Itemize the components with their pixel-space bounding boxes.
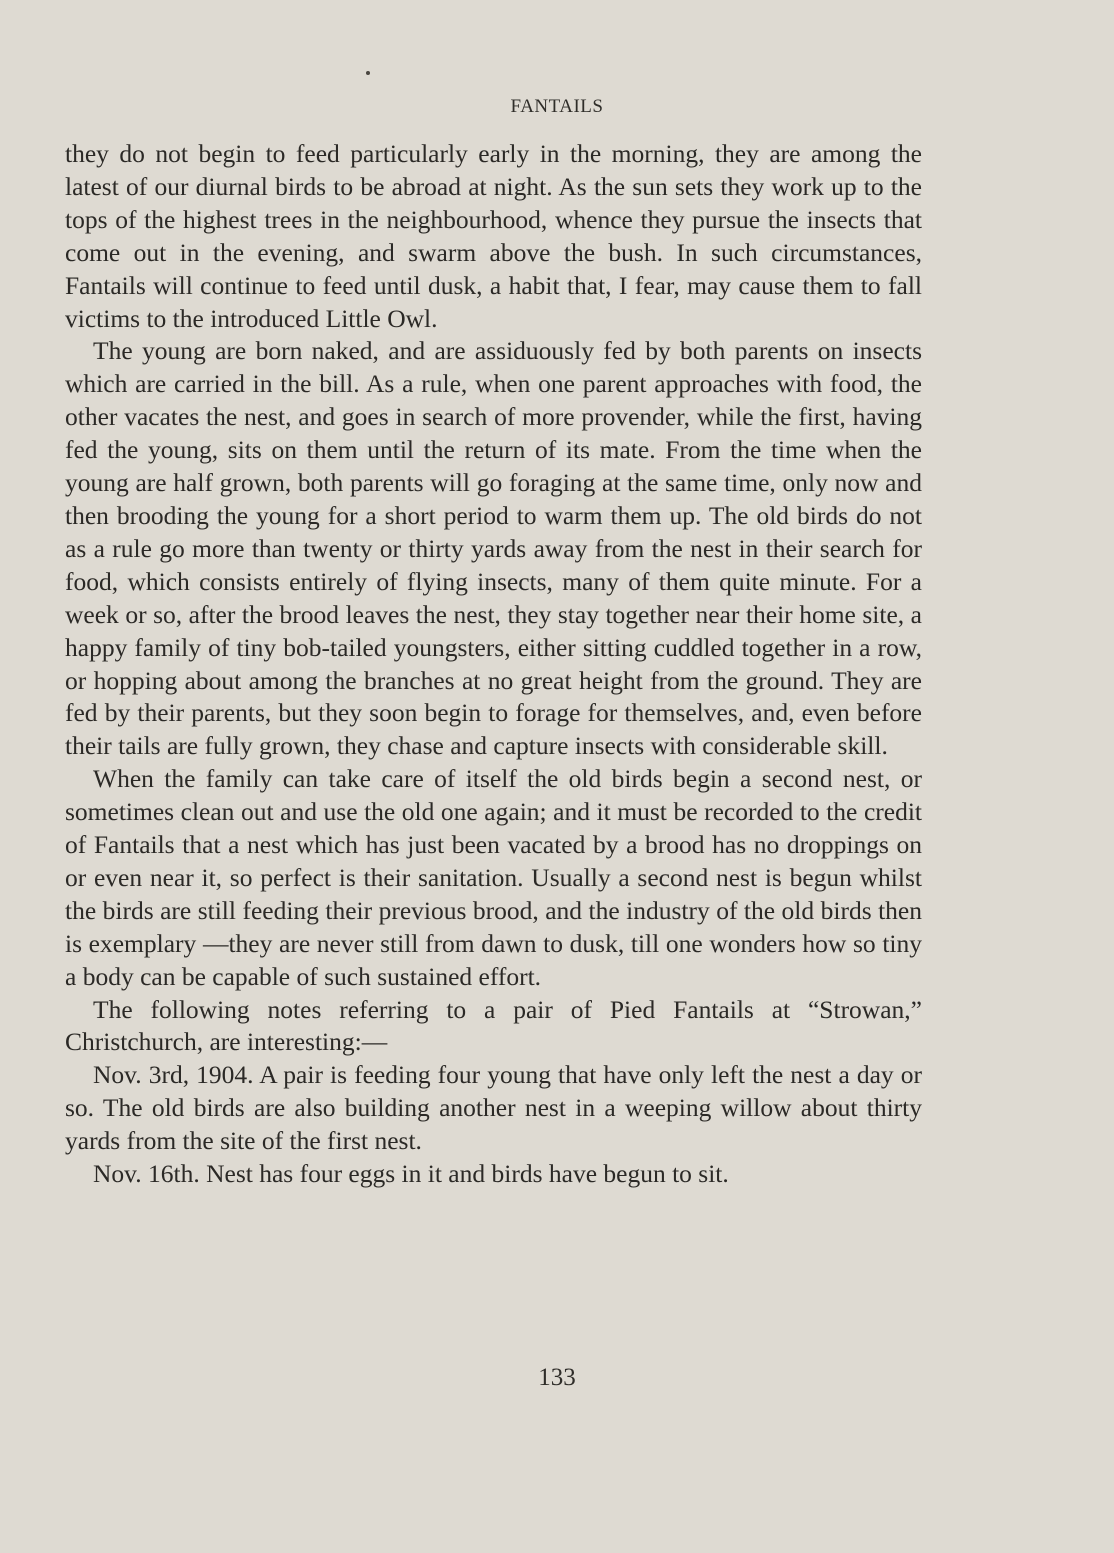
page-number: 133 (538, 1364, 576, 1391)
paragraph-continued: they do not begin to feed particularly early in the morning, they are among the latest of our diurnal birds to be abroad at night. As the sun sets they work up to the tops of the highest trees in the neighbourhood, whence they pursue the insects that come out in the evening, and swarm above the bush. In such circumstances, Fantails will continue to feed until dusk, a habit that, I fear, may cause them to fall victims to the introduced Little Owl. (65, 139, 922, 333)
body-text (65, 138, 922, 1191)
paragraph-second-nest: When the family can take care of itself the old birds begin a second nest, or sometimes clean out and use the old one again; and it must be recorded to the credit of Fantails that a nest which has just been vacated by a brood has no droppings on or even near it, so perfect is their sanitation. Usually a second nest is begun whilst the birds are still feeding their previous brood, and the industry of the old birds then is exemplary —they are never still from dawn to dusk, till one wonders how so tiny a body can be capable of such sustained effort. (65, 764, 922, 991)
paragraph-notes-intro: The following notes referring to a pair of Pied Fantails at “Strowan,” Christchurch, are interesting:— (65, 994, 922, 1057)
paragraph-note-nov-16: Nov. 16th. Nest has four eggs in it and birds have begun to sit. (93, 1159, 729, 1189)
paragraph-note-nov-3: Nov. 3rd, 1904. A pair is feeding four young that have only left the nest a day or so. The old birds are also building another nest in a weeping willow about thirty yards from the site of the first nest. (65, 1060, 922, 1156)
ink-speck (366, 71, 370, 75)
paragraph-young-birds: The young are born naked, and are assiduously fed by both parents on insects which are carried in the bill. As a rule, when one parent approaches with food, the other vacates the nest, and goes in search of more provender, while the first, having fed the young, sits on them until the return of its mate. From the time when the young are half grown, both parents will go foraging at the same time, only now and then brooding the young for a short period to warm them up. The old birds do not as a rule go more than twenty or thirty yards away from the nest in their search for food, which consists entirely of flying insects, many of them quite minute. For a week or so, after the brood leaves the nest, they stay together near their home site, a happy family of tiny bob-tailed youngsters, either sitting cuddled together in a row, or hopping about among the branches at no great height from the ground. They are fed by their parents, but they soon begin to forage for themselves, and, even before their tails are fully grown, they chase and capture insects with considerable skill. (65, 336, 922, 761)
running-head: FANTAILS (510, 96, 604, 117)
